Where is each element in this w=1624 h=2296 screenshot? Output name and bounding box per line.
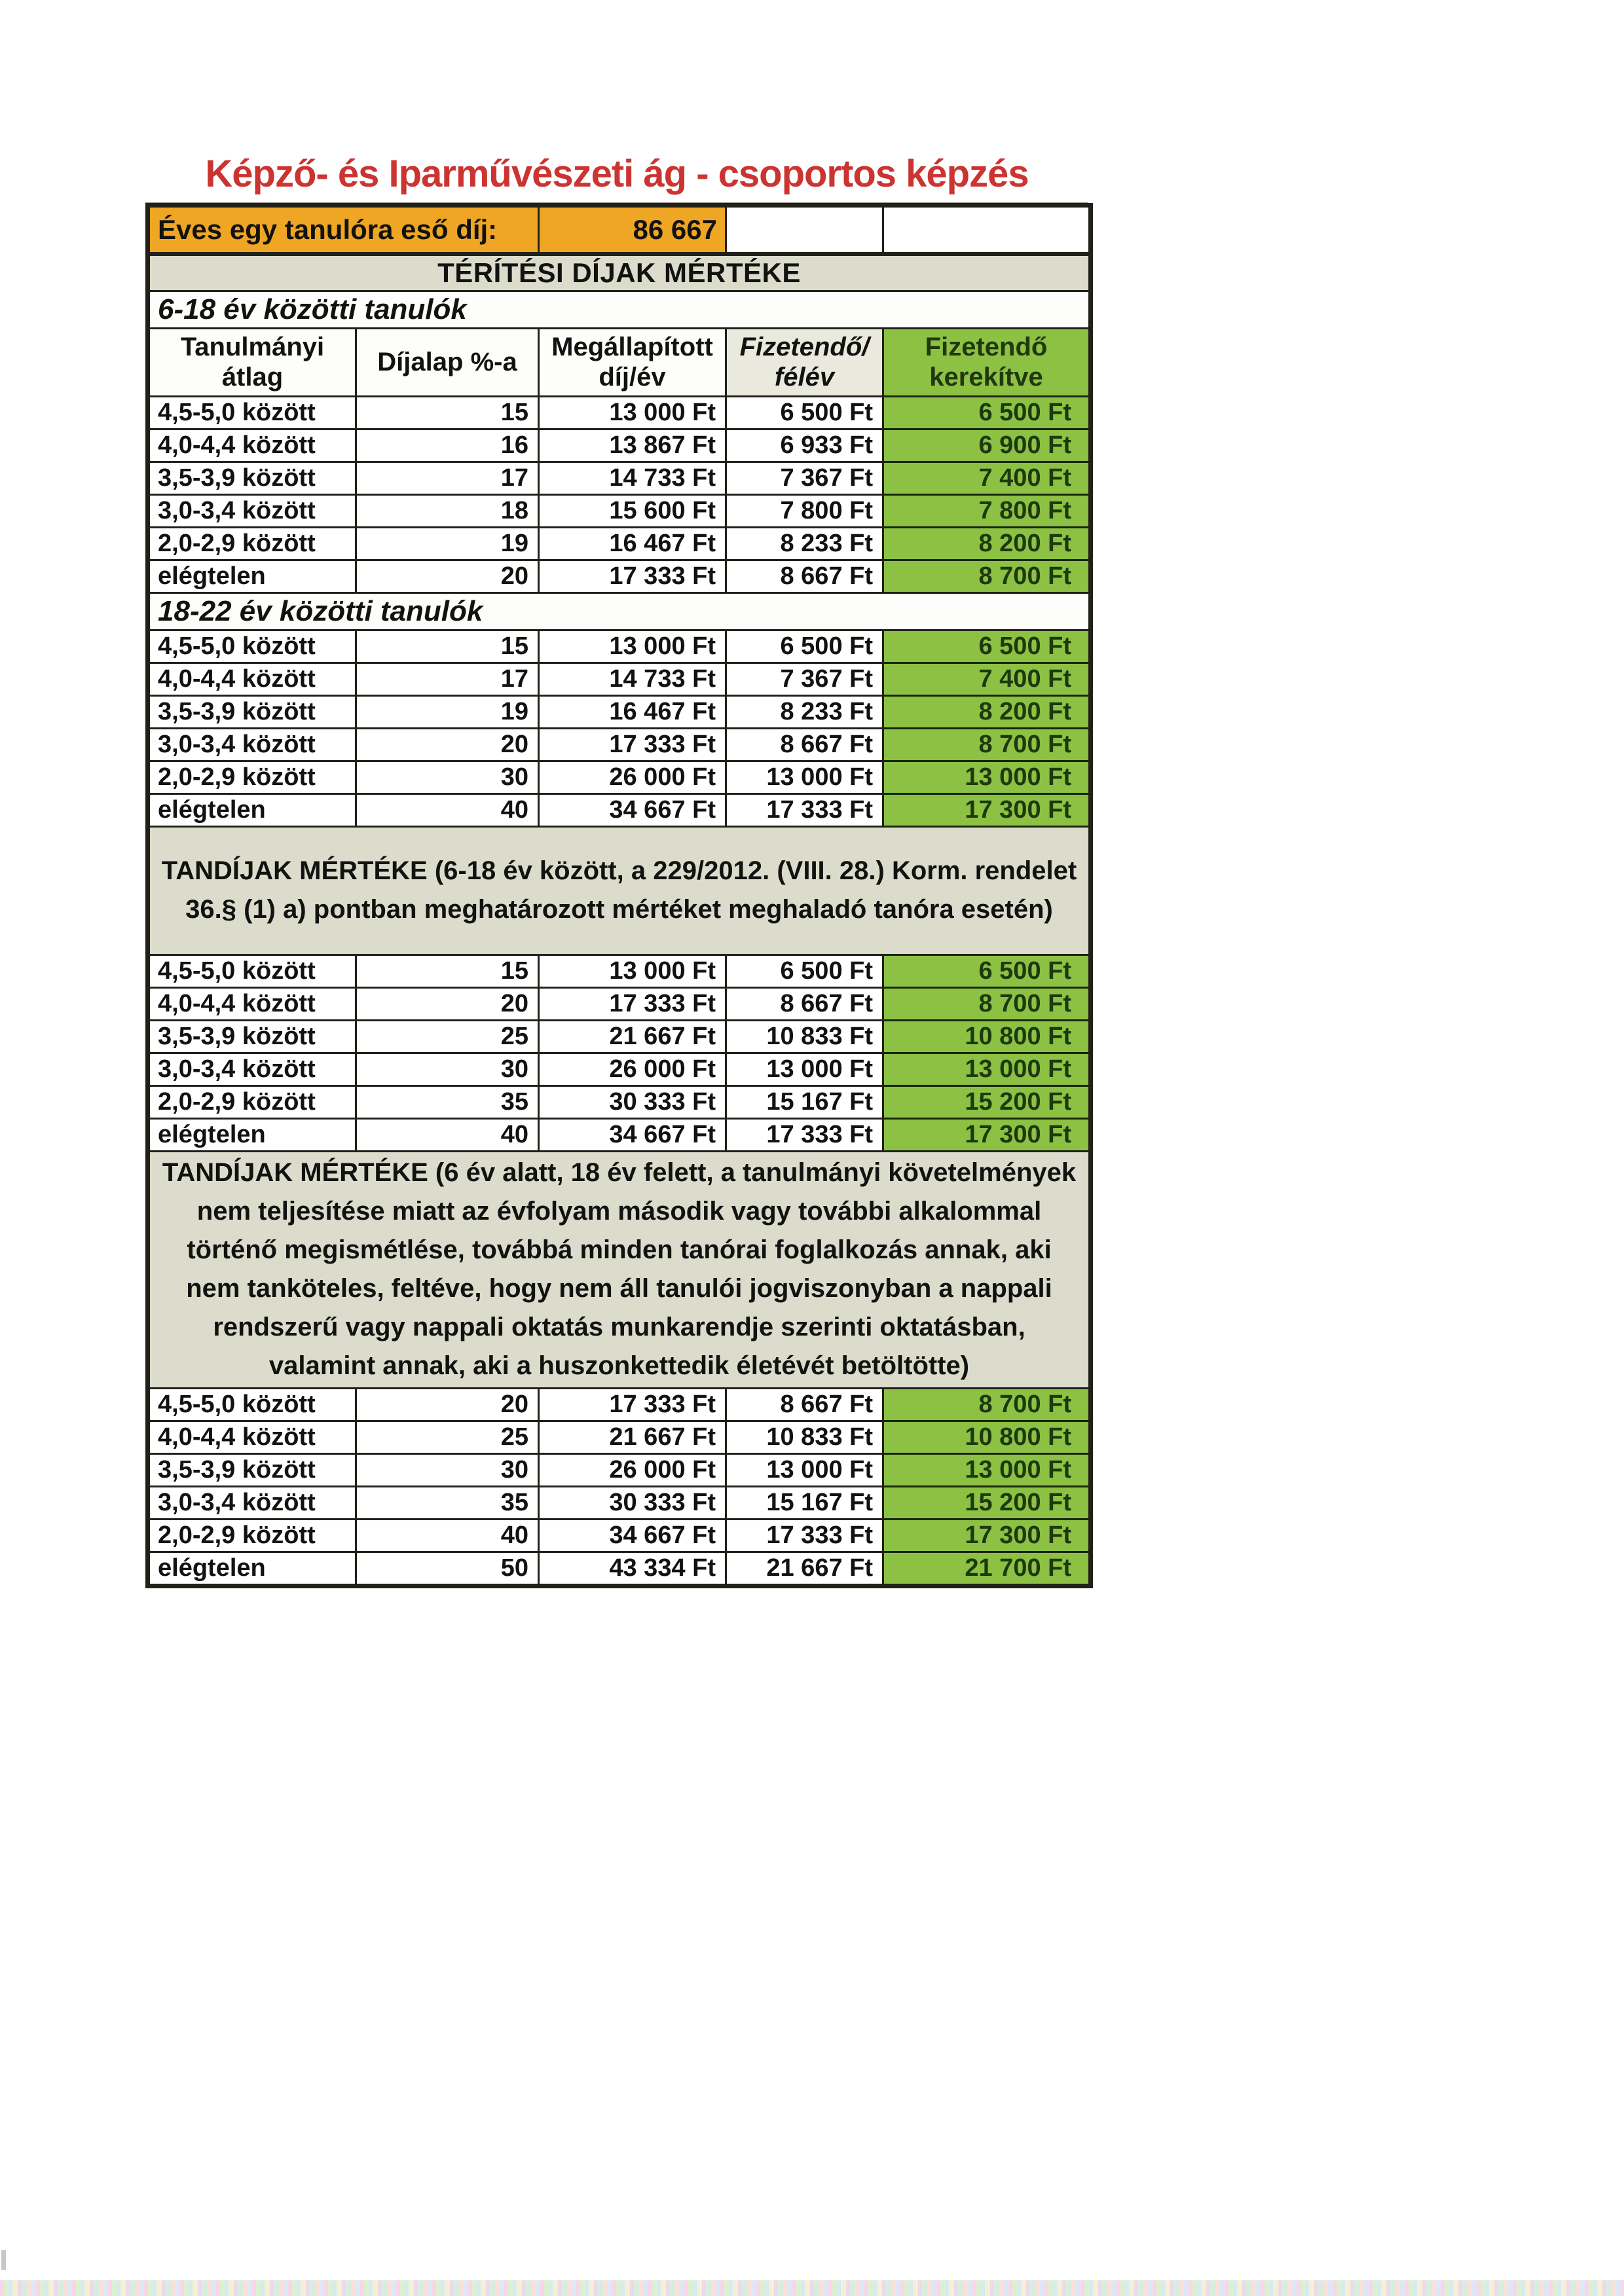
table-row bbox=[148, 1020, 1091, 1053]
column-header-row bbox=[148, 328, 1091, 396]
rounded-fee-cell: 13 000 Ft bbox=[883, 1053, 1091, 1085]
rounded-fee-cell: 6 500 Ft bbox=[883, 396, 1091, 429]
percent-cell: 20 bbox=[356, 1388, 539, 1421]
table-row bbox=[148, 1388, 1091, 1421]
annual-fee-cell: 16 467 Ft bbox=[539, 695, 726, 728]
table-row bbox=[148, 1453, 1091, 1486]
semester-fee-cell: 6 500 Ft bbox=[726, 955, 883, 987]
avg-range-cell: elégtelen bbox=[148, 1552, 356, 1586]
percent-cell: 40 bbox=[356, 1118, 539, 1151]
section-heading: 18-22 év közötti tanulók bbox=[148, 592, 1091, 630]
rounded-fee-cell: 7 400 Ft bbox=[883, 663, 1091, 695]
percent-cell: 20 bbox=[356, 728, 539, 761]
summary-label: Éves egy tanulóra eső díj: bbox=[148, 206, 539, 254]
avg-range-cell: 2,0-2,9 között bbox=[148, 761, 356, 793]
semester-fee-cell: 7 367 Ft bbox=[726, 663, 883, 695]
annual-fee-cell: 17 333 Ft bbox=[539, 560, 726, 592]
semester-fee-cell: 8 667 Ft bbox=[726, 560, 883, 592]
table-row bbox=[148, 1118, 1091, 1151]
annual-fee-cell: 21 667 Ft bbox=[539, 1421, 726, 1453]
rounded-fee-cell: 17 300 Ft bbox=[883, 1519, 1091, 1552]
annual-fee-cell: 43 334 Ft bbox=[539, 1552, 726, 1586]
semester-fee-cell: 8 233 Ft bbox=[726, 695, 883, 728]
avg-range-cell: 4,0-4,4 között bbox=[148, 663, 356, 695]
percent-cell: 15 bbox=[356, 630, 539, 663]
table-row bbox=[148, 494, 1091, 527]
avg-range-cell: elégtelen bbox=[148, 1118, 356, 1151]
summary-row bbox=[148, 206, 1091, 254]
annual-fee-cell: 13 000 Ft bbox=[539, 396, 726, 429]
percent-cell: 25 bbox=[356, 1020, 539, 1053]
table-row bbox=[148, 560, 1091, 592]
table-row bbox=[148, 1486, 1091, 1519]
col-header-average: Tanulmányi átlag bbox=[148, 328, 356, 396]
semester-fee-cell: 8 667 Ft bbox=[726, 1388, 883, 1421]
percent-cell: 30 bbox=[356, 1053, 539, 1085]
avg-range-cell: 2,0-2,9 között bbox=[148, 1085, 356, 1118]
avg-range-cell: 4,5-5,0 között bbox=[148, 1388, 356, 1421]
page-title: Képző- és Iparművészeti ág - csoportos képzés bbox=[145, 152, 1088, 205]
percent-cell: 15 bbox=[356, 955, 539, 987]
col-header-rounded-fee: Fizetendő kerekítve bbox=[883, 328, 1091, 396]
section-heading-row bbox=[148, 592, 1091, 630]
percent-cell: 19 bbox=[356, 527, 539, 560]
table-row bbox=[148, 793, 1091, 826]
annual-fee-cell: 30 333 Ft bbox=[539, 1085, 726, 1118]
semester-fee-cell: 6 500 Ft bbox=[726, 630, 883, 663]
rounded-fee-cell: 8 700 Ft bbox=[883, 1388, 1091, 1421]
percent-cell: 17 bbox=[356, 663, 539, 695]
annual-fee-cell: 21 667 Ft bbox=[539, 1020, 726, 1053]
rounded-fee-cell: 8 200 Ft bbox=[883, 695, 1091, 728]
table-row bbox=[148, 429, 1091, 462]
rounded-fee-cell: 8 200 Ft bbox=[883, 527, 1091, 560]
semester-fee-cell: 6 500 Ft bbox=[726, 396, 883, 429]
semester-fee-cell: 17 333 Ft bbox=[726, 1118, 883, 1151]
semester-fee-cell: 13 000 Ft bbox=[726, 1053, 883, 1085]
rounded-fee-cell: 10 800 Ft bbox=[883, 1020, 1091, 1053]
annual-fee-cell: 34 667 Ft bbox=[539, 1519, 726, 1552]
avg-range-cell: 3,0-3,4 között bbox=[148, 728, 356, 761]
table-row bbox=[148, 1053, 1091, 1085]
table-row bbox=[148, 1519, 1091, 1552]
percent-cell: 30 bbox=[356, 761, 539, 793]
table-row bbox=[148, 630, 1091, 663]
percent-cell: 20 bbox=[356, 987, 539, 1020]
annual-fee-cell: 26 000 Ft bbox=[539, 1453, 726, 1486]
semester-fee-cell: 8 667 Ft bbox=[726, 987, 883, 1020]
percent-cell: 35 bbox=[356, 1486, 539, 1519]
avg-range-cell: elégtelen bbox=[148, 560, 356, 592]
semester-fee-cell: 7 800 Ft bbox=[726, 494, 883, 527]
empty-cell bbox=[883, 206, 1091, 254]
semester-fee-cell: 17 333 Ft bbox=[726, 1519, 883, 1552]
rounded-fee-cell: 6 500 Ft bbox=[883, 955, 1091, 987]
table-row bbox=[148, 1552, 1091, 1586]
col-header-annual-fee: Megállapított díj/év bbox=[539, 328, 726, 396]
rounded-fee-cell: 17 300 Ft bbox=[883, 1118, 1091, 1151]
band-header: TÉRÍTÉSI DÍJAK MÉRTÉKE bbox=[148, 254, 1091, 291]
avg-range-cell: 4,0-4,4 között bbox=[148, 429, 356, 462]
rounded-fee-cell: 17 300 Ft bbox=[883, 793, 1091, 826]
percent-cell: 17 bbox=[356, 462, 539, 494]
col-header-percent: Díjalap %-a bbox=[356, 328, 539, 396]
avg-range-cell: 4,0-4,4 között bbox=[148, 1421, 356, 1453]
summary-value: 86 667 bbox=[539, 206, 726, 254]
percent-cell: 20 bbox=[356, 560, 539, 592]
avg-range-cell: 4,5-5,0 között bbox=[148, 630, 356, 663]
avg-range-cell: 3,0-3,4 között bbox=[148, 494, 356, 527]
percent-cell: 50 bbox=[356, 1552, 539, 1586]
percent-cell: 35 bbox=[356, 1085, 539, 1118]
semester-fee-cell: 10 833 Ft bbox=[726, 1421, 883, 1453]
semester-fee-cell: 13 000 Ft bbox=[726, 761, 883, 793]
annual-fee-cell: 13 000 Ft bbox=[539, 630, 726, 663]
semester-fee-cell: 8 667 Ft bbox=[726, 728, 883, 761]
percent-cell: 40 bbox=[356, 793, 539, 826]
table-row bbox=[148, 1421, 1091, 1453]
annual-fee-cell: 14 733 Ft bbox=[539, 663, 726, 695]
annual-fee-cell: 17 333 Ft bbox=[539, 1388, 726, 1421]
empty-cell bbox=[726, 206, 883, 254]
scan-edge-mark bbox=[1, 2250, 6, 2270]
table-row bbox=[148, 396, 1091, 429]
rounded-fee-cell: 21 700 Ft bbox=[883, 1552, 1091, 1586]
table-row bbox=[148, 1085, 1091, 1118]
semester-fee-cell: 13 000 Ft bbox=[726, 1453, 883, 1486]
band-header-row bbox=[148, 254, 1091, 291]
rounded-fee-cell: 15 200 Ft bbox=[883, 1085, 1091, 1118]
percent-cell: 18 bbox=[356, 494, 539, 527]
annual-fee-cell: 13 867 Ft bbox=[539, 429, 726, 462]
avg-range-cell: 2,0-2,9 között bbox=[148, 1519, 356, 1552]
percent-cell: 40 bbox=[356, 1519, 539, 1552]
percent-cell: 30 bbox=[356, 1453, 539, 1486]
rounded-fee-cell: 8 700 Ft bbox=[883, 728, 1091, 761]
rounded-fee-cell: 10 800 Ft bbox=[883, 1421, 1091, 1453]
semester-fee-cell: 15 167 Ft bbox=[726, 1486, 883, 1519]
col-header-semester-fee: Fizetendő/ félév bbox=[726, 328, 883, 396]
avg-range-cell: 3,5-3,9 között bbox=[148, 1020, 356, 1053]
annual-fee-cell: 16 467 Ft bbox=[539, 527, 726, 560]
rounded-fee-cell: 15 200 Ft bbox=[883, 1486, 1091, 1519]
percent-cell: 19 bbox=[356, 695, 539, 728]
semester-fee-cell: 21 667 Ft bbox=[726, 1552, 883, 1586]
semester-fee-cell: 7 367 Ft bbox=[726, 462, 883, 494]
note-row bbox=[148, 826, 1091, 955]
tuition-note-2: TANDÍJAK MÉRTÉKE (6 év alatt, 18 év felett, a tanulmányi követelmények nem teljesítése miatt az évfolyam második vagy további alkalommal történő megismétlése, továbbá minden tanórai foglalkozás annak, aki nem tanköteles, feltéve, hogy nem áll tanulói jogviszonyban a nappali rendszerű vagy nappali oktatás munkarendje szerinti oktatásban, valamint annak, aki a huszonkettedik életévét betöltötte) bbox=[148, 1151, 1091, 1388]
table-row bbox=[148, 728, 1091, 761]
percent-cell: 16 bbox=[356, 429, 539, 462]
avg-range-cell: 3,5-3,9 között bbox=[148, 462, 356, 494]
table-row bbox=[148, 462, 1091, 494]
table-row bbox=[148, 663, 1091, 695]
table-row bbox=[148, 955, 1091, 987]
semester-fee-cell: 8 233 Ft bbox=[726, 527, 883, 560]
annual-fee-cell: 13 000 Ft bbox=[539, 955, 726, 987]
rounded-fee-cell: 13 000 Ft bbox=[883, 761, 1091, 793]
annual-fee-cell: 17 333 Ft bbox=[539, 987, 726, 1020]
scan-noise-strip bbox=[0, 2280, 1624, 2296]
semester-fee-cell: 6 933 Ft bbox=[726, 429, 883, 462]
annual-fee-cell: 30 333 Ft bbox=[539, 1486, 726, 1519]
fee-table bbox=[145, 203, 1093, 1588]
rounded-fee-cell: 8 700 Ft bbox=[883, 987, 1091, 1020]
semester-fee-cell: 15 167 Ft bbox=[726, 1085, 883, 1118]
avg-range-cell: 4,0-4,4 között bbox=[148, 987, 356, 1020]
annual-fee-cell: 17 333 Ft bbox=[539, 728, 726, 761]
avg-range-cell: 3,0-3,4 között bbox=[148, 1053, 356, 1085]
avg-range-cell: 3,0-3,4 között bbox=[148, 1486, 356, 1519]
table-row bbox=[148, 761, 1091, 793]
avg-range-cell: 4,5-5,0 között bbox=[148, 955, 356, 987]
annual-fee-cell: 15 600 Ft bbox=[539, 494, 726, 527]
section-heading: 6-18 év közötti tanulók bbox=[148, 291, 1091, 328]
rounded-fee-cell: 8 700 Ft bbox=[883, 560, 1091, 592]
rounded-fee-cell: 7 800 Ft bbox=[883, 494, 1091, 527]
percent-cell: 25 bbox=[356, 1421, 539, 1453]
rounded-fee-cell: 6 900 Ft bbox=[883, 429, 1091, 462]
semester-fee-cell: 10 833 Ft bbox=[726, 1020, 883, 1053]
tuition-note-1: TANDÍJAK MÉRTÉKE (6-18 év között, a 229/2012. (VIII. 28.) Korm. rendelet 36.§ (1) a) pontban meghatározott mértéket meghaladó tanóra esetén) bbox=[148, 826, 1091, 955]
avg-range-cell: elégtelen bbox=[148, 793, 356, 826]
avg-range-cell: 2,0-2,9 között bbox=[148, 527, 356, 560]
table-row bbox=[148, 987, 1091, 1020]
annual-fee-cell: 34 667 Ft bbox=[539, 1118, 726, 1151]
table-row bbox=[148, 527, 1091, 560]
annual-fee-cell: 26 000 Ft bbox=[539, 1053, 726, 1085]
table-row bbox=[148, 695, 1091, 728]
annual-fee-cell: 34 667 Ft bbox=[539, 793, 726, 826]
annual-fee-cell: 14 733 Ft bbox=[539, 462, 726, 494]
rounded-fee-cell: 7 400 Ft bbox=[883, 462, 1091, 494]
rounded-fee-cell: 13 000 Ft bbox=[883, 1453, 1091, 1486]
percent-cell: 15 bbox=[356, 396, 539, 429]
annual-fee-cell: 26 000 Ft bbox=[539, 761, 726, 793]
note-row bbox=[148, 1151, 1091, 1388]
section-heading-row bbox=[148, 291, 1091, 328]
avg-range-cell: 3,5-3,9 között bbox=[148, 1453, 356, 1486]
avg-range-cell: 3,5-3,9 között bbox=[148, 695, 356, 728]
rounded-fee-cell: 6 500 Ft bbox=[883, 630, 1091, 663]
semester-fee-cell: 17 333 Ft bbox=[726, 793, 883, 826]
avg-range-cell: 4,5-5,0 között bbox=[148, 396, 356, 429]
